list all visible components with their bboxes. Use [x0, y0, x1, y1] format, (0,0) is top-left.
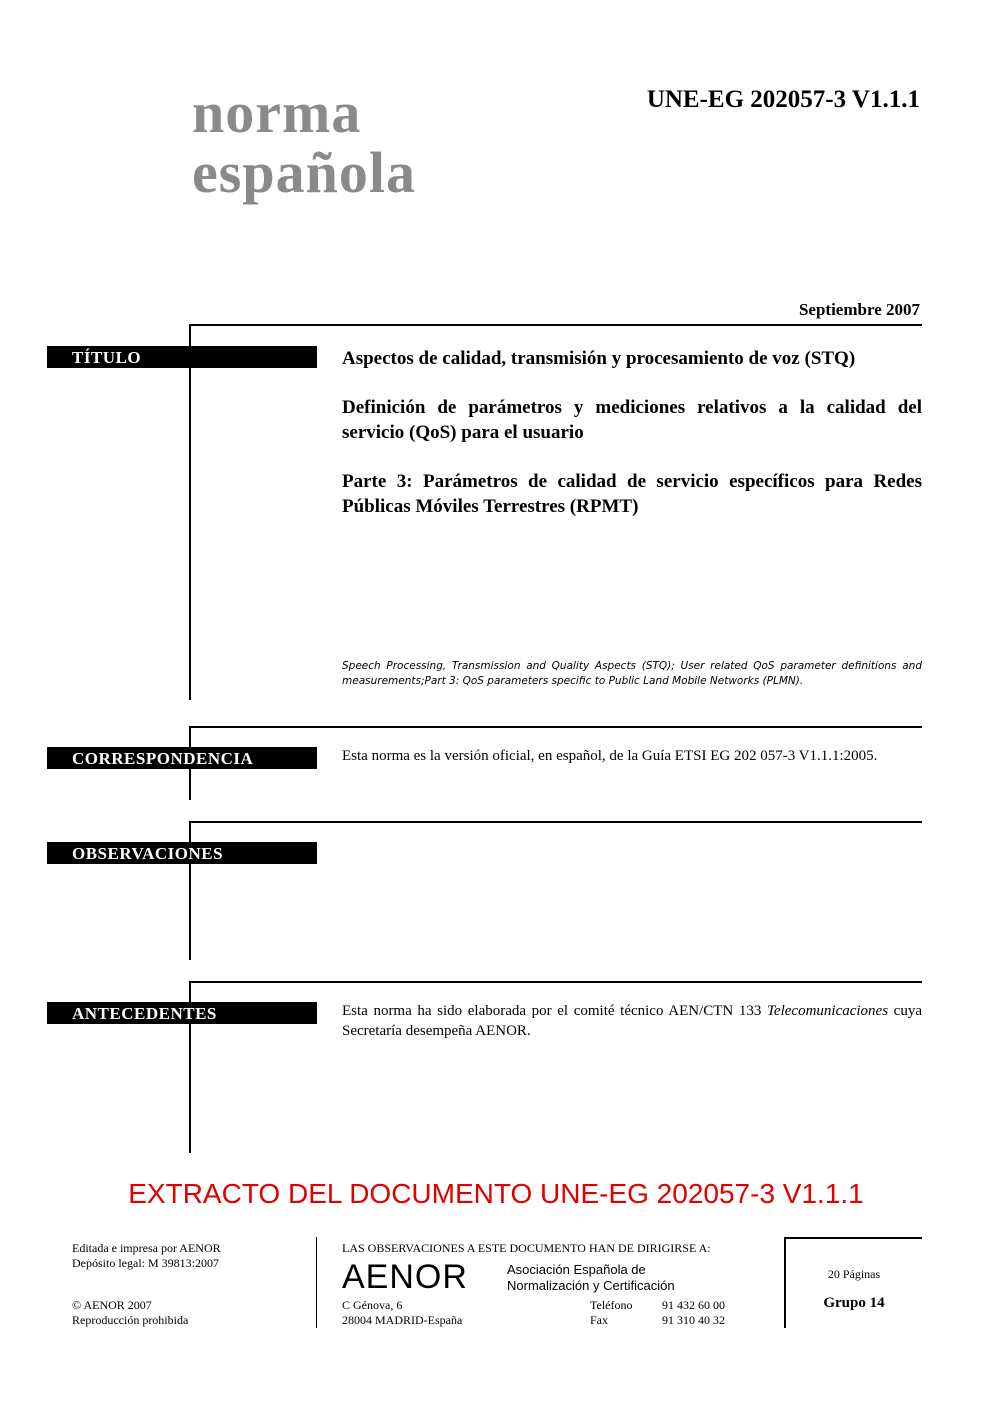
footer-divider — [316, 1237, 317, 1328]
titulo-rule — [190, 324, 922, 326]
address-line-2: 28004 MADRID-España — [342, 1313, 463, 1327]
phone-number: 91 432 60 00 — [662, 1298, 725, 1312]
price-group: Grupo 14 — [823, 1295, 885, 1311]
contact-values — [662, 1298, 725, 1328]
aenor-address — [342, 1298, 462, 1328]
antecedentes-rule — [190, 981, 922, 983]
extract-notice: EXTRACTO DEL DOCUMENTO UNE-EG 202057-3 V1.1.1 — [128, 1178, 864, 1209]
correspondencia-label: CORRESPONDENCIA — [47, 747, 317, 769]
footer-observations-to: LAS OBSERVACIONES A ESTE DOCUMENTO HAN DE DIRIGIRSE A: — [342, 1241, 711, 1255]
titulo-vertical-rule — [189, 324, 191, 700]
brand-line-2: española — [192, 140, 416, 205]
english-title: Speech Processing, Transmission and Quality Aspects (STQ); User related QoS parameter definitions and measurements;Part 3: QoS parameters specific to Public Land Mobile Networks (PLMN). — [342, 660, 922, 687]
brand-line-1: norma — [192, 80, 362, 145]
title-line-1: Aspectos de calidad, transmisión y procesamiento de voz (STQ) — [342, 348, 856, 369]
footer-edition — [72, 1241, 221, 1271]
aenor-logo: AENOR — [342, 1258, 468, 1296]
aenor-full-name — [507, 1262, 675, 1294]
correspondencia-text: Esta norma es la versión oficial, en español, de la Guía ETSI EG 202 057-3 V1.1.1:2005. — [342, 748, 878, 764]
standard-code: UNE-EG 202057-3 V1.1.1 — [646, 86, 920, 113]
footer-rights — [72, 1298, 188, 1328]
footer-edited: Editada e impresa por AENOR — [72, 1241, 221, 1255]
pages-box-left-rule — [784, 1237, 786, 1328]
observaciones-rule — [190, 821, 922, 823]
footer-deposit: Depósito legal: M 39813:2007 — [72, 1256, 219, 1270]
titulo-label: TÍTULO — [47, 346, 317, 368]
phone-label: Teléfono — [590, 1298, 633, 1312]
address-line-1: C Génova, 6 — [342, 1298, 403, 1312]
fax-number: 91 310 40 32 — [662, 1313, 725, 1327]
footer-reproduction: Reproducción prohibida — [72, 1313, 189, 1327]
aenor-full-line-1: Asociación Española de — [507, 1262, 646, 1277]
aenor-full-line-2: Normalización y Certificación — [507, 1278, 675, 1293]
contact-labels — [590, 1298, 632, 1328]
title-line-2: Definición de parámetros y mediciones relativos a la calidad del servicio (QoS) para el usuario — [342, 397, 922, 443]
fax-label: Fax — [590, 1313, 608, 1327]
footer-copyright: © AENOR 2007 — [72, 1298, 152, 1312]
correspondencia-rule — [190, 726, 922, 728]
antecedentes-text-start: Esta norma ha sido elaborada por el comité técnico AEN/CTN 133 — [342, 1003, 767, 1019]
title-block — [342, 346, 922, 543]
committee-name: Telecomunicaciones — [766, 1003, 889, 1019]
observaciones-label: OBSERVACIONES — [47, 842, 317, 864]
antecedentes-text — [342, 1001, 922, 1041]
antecedentes-label: ANTECEDENTES — [47, 1002, 317, 1024]
pages-box-top-rule — [784, 1237, 922, 1239]
page-count: 20 Páginas — [827, 1267, 881, 1281]
publication-date: Septiembre 2007 — [798, 300, 920, 319]
antecedentes-text-end: cuya Secretaría desempeña AENOR. — [342, 1003, 922, 1039]
title-line-3: Parte 3: Parámetros de calidad de servicio específicos para Redes Públicas Móviles Terrestres (RPMT) — [342, 471, 922, 517]
